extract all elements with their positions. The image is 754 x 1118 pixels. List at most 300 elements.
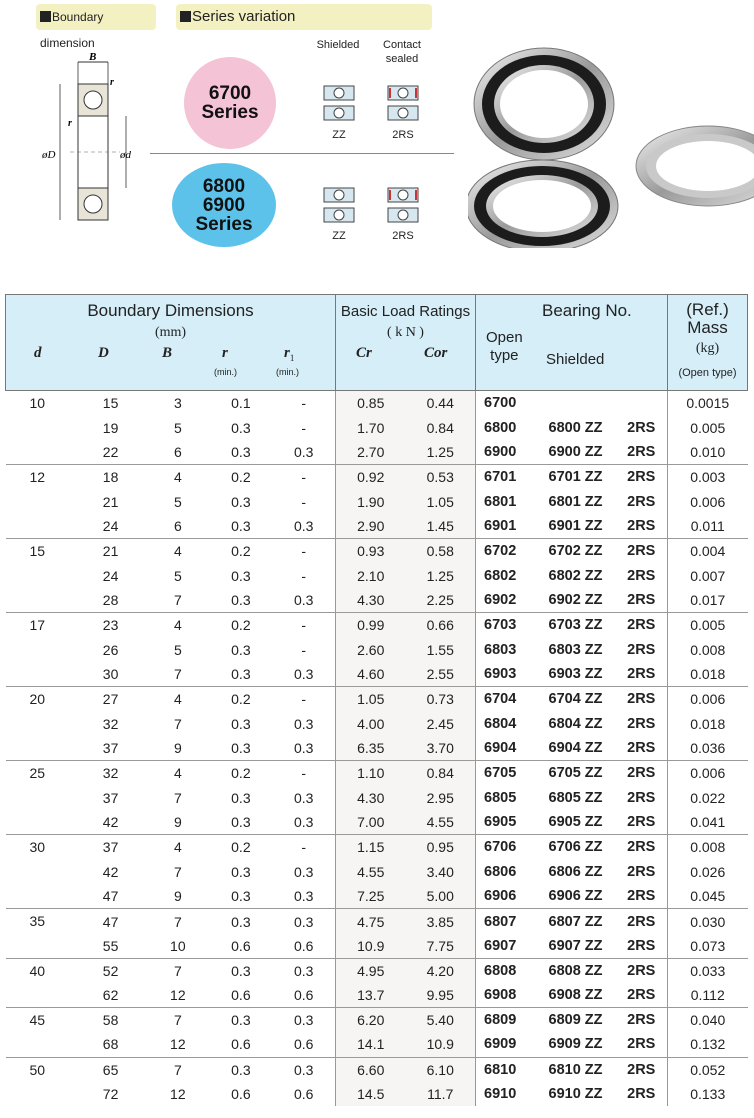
cell-r1: 0.6 xyxy=(293,987,314,1004)
table-row xyxy=(6,761,748,786)
cell-r1: 0.3 xyxy=(293,888,314,905)
cell-B: 7 xyxy=(173,592,182,609)
square-bullet-icon xyxy=(180,11,191,22)
cell-d: 12 xyxy=(6,465,75,539)
cell-zz: 6805 ZZ xyxy=(548,789,603,806)
cell-B: 9 xyxy=(173,814,182,831)
col-r1-label: $r_1$ xyxy=(284,345,295,363)
cell-cor: 2.95 xyxy=(406,786,476,811)
table-body xyxy=(6,391,748,1107)
cell-cr: 1.70 xyxy=(336,415,406,440)
cell-cor: 3.85 xyxy=(406,909,476,934)
cell-r1: 0.3 xyxy=(293,740,314,757)
cell-cor: 1.55 xyxy=(406,637,476,662)
cell-cr: 1.05 xyxy=(336,687,406,712)
cell-d: 25 xyxy=(6,761,75,835)
cell-B: 5 xyxy=(173,567,182,584)
cell-zz: 6803 ZZ xyxy=(548,641,603,658)
square-bullet-icon xyxy=(40,11,51,22)
bearing-spec-table xyxy=(5,294,748,1106)
cell-mass: 0.008 xyxy=(668,637,748,662)
cell-mass: 0.026 xyxy=(668,860,748,885)
cell-rs: 2RS xyxy=(627,888,656,905)
series-6700-number: 6700 xyxy=(208,83,252,104)
cell-open: 6804 xyxy=(476,711,536,736)
cell-cor: 0.44 xyxy=(406,391,476,416)
cell-r1: 0.3 xyxy=(293,863,314,880)
cell-B: 5 xyxy=(173,641,182,658)
boundary-dimensions-title: Boundary Dimensions xyxy=(87,301,254,320)
diagram-outer-d-label: øD xyxy=(42,149,56,161)
cell-rs: 2RS xyxy=(616,687,668,712)
cell-r: 0.3 xyxy=(231,493,251,510)
cell-r: 0.3 xyxy=(209,1008,272,1033)
table-row xyxy=(6,391,748,416)
cell-r: 0.3 xyxy=(231,789,251,806)
cell-B: 6 xyxy=(173,443,182,460)
cell-zz: 6807 ZZ xyxy=(536,909,616,934)
cell-zz xyxy=(536,391,616,416)
cell-B: 3 xyxy=(146,391,209,416)
table-row xyxy=(6,983,748,1008)
cell-cor: 6.10 xyxy=(406,1057,476,1082)
cell-rs: 2RS xyxy=(616,1057,668,1082)
table-row xyxy=(6,1008,748,1033)
mass-title: (Ref.) Mass xyxy=(686,300,729,337)
cell-cor: 0.84 xyxy=(406,415,476,440)
2rs-bearing-icon xyxy=(386,84,420,122)
cell-zz: 6906 ZZ xyxy=(548,888,603,905)
cell-rs: 2RS xyxy=(616,761,668,786)
cell-open: 6702 xyxy=(476,539,536,564)
cell-r1: 0.3 xyxy=(293,518,314,535)
2rs-bearing-icon-2 xyxy=(386,186,420,224)
cell-cor: 4.55 xyxy=(406,810,476,835)
cell-cor: 0.73 xyxy=(406,687,476,712)
series-6700-badge xyxy=(184,57,276,149)
cell-open: 6905 xyxy=(476,810,536,835)
cell-cor: 9.95 xyxy=(406,983,476,1008)
cell-open: 6910 xyxy=(476,1082,536,1107)
cell-r: 0.3 xyxy=(231,641,251,658)
cell-B: 7 xyxy=(173,789,182,806)
bearing-cross-section-diagram xyxy=(40,48,150,228)
cell-D: 32 xyxy=(102,715,119,732)
cell-mass: 0.073 xyxy=(668,934,748,959)
cell-B: 4 xyxy=(146,835,209,860)
mm-unit-label: (mm) xyxy=(154,325,187,340)
mass-header xyxy=(668,295,748,391)
cell-d: 17 xyxy=(6,613,75,687)
cell-cor: 5.40 xyxy=(406,1008,476,1033)
cell-D: 58 xyxy=(75,1008,146,1033)
cell-cor: 0.66 xyxy=(406,613,476,638)
cell-cr: 2.60 xyxy=(336,637,406,662)
cell-rs: 2RS xyxy=(627,518,656,535)
cell-zz: 6808 ZZ xyxy=(536,958,616,983)
cell-mass: 0.011 xyxy=(668,514,748,539)
cell-rs: 2RS xyxy=(616,613,668,638)
cell-cor: 0.84 xyxy=(406,761,476,786)
cell-cr: 4.30 xyxy=(336,786,406,811)
cell-r1: 0.3 xyxy=(293,666,314,683)
cell-zz: 6903 ZZ xyxy=(548,666,603,683)
col-r-label: r xyxy=(222,345,228,361)
cell-rs: 2RS xyxy=(627,740,656,757)
cell-cor: 0.95 xyxy=(406,835,476,860)
table-row xyxy=(6,687,748,712)
cell-cr: 2.90 xyxy=(336,514,406,539)
diagram-r-label-2: r xyxy=(68,118,72,129)
cell-D: 18 xyxy=(75,465,146,490)
cell-B: 9 xyxy=(173,740,182,757)
cell-r1: - xyxy=(272,835,335,860)
cell-open: 6806 xyxy=(476,860,536,885)
cell-d: 40 xyxy=(6,958,75,1007)
cell-zz: 6810 ZZ xyxy=(536,1057,616,1082)
cell-mass: 0.112 xyxy=(668,983,748,1008)
cell-mass: 0.006 xyxy=(668,489,748,514)
cell-r: 0.3 xyxy=(231,740,251,757)
load-ratings-title: Basic Load Ratings xyxy=(340,303,471,320)
cell-mass: 0.005 xyxy=(668,415,748,440)
boundary-dimensions-header xyxy=(6,295,336,391)
cell-mass: 0.007 xyxy=(668,563,748,588)
cell-rs: 2RS xyxy=(616,1008,668,1033)
cell-cr: 6.20 xyxy=(336,1008,406,1033)
cell-cr: 6.35 xyxy=(336,736,406,761)
cell-rs: 2RS xyxy=(616,465,668,490)
cell-cr: 2.10 xyxy=(336,563,406,588)
cell-D: 65 xyxy=(75,1057,146,1082)
2rs-label-2: 2RS xyxy=(392,230,414,242)
bearing-photo xyxy=(468,36,754,248)
cell-mass: 0.004 xyxy=(668,539,748,564)
cell-open: 6803 xyxy=(476,637,536,662)
cell-zz: 6901 ZZ xyxy=(548,518,603,535)
cell-r: 0.3 xyxy=(209,1057,272,1082)
cell-r: 0.6 xyxy=(231,1036,251,1053)
cell-B: 7 xyxy=(173,863,182,880)
cell-r1: - xyxy=(272,687,335,712)
cell-open: 6805 xyxy=(476,786,536,811)
cell-r1: 0.3 xyxy=(272,1057,335,1082)
cell-open: 6801 xyxy=(476,489,536,514)
cell-zz: 6905 ZZ xyxy=(548,814,603,831)
cell-mass: 0.022 xyxy=(668,786,748,811)
cell-r: 0.2 xyxy=(209,539,272,564)
cell-cr: 14.5 xyxy=(336,1082,406,1107)
col-r1-min-label: (min.) xyxy=(276,367,299,377)
cell-r1: 0.3 xyxy=(293,814,314,831)
cell-cor: 1.05 xyxy=(406,489,476,514)
cell-zz: 6804 ZZ xyxy=(548,715,603,732)
cell-r1: 0.3 xyxy=(293,592,314,609)
cell-cr: 1.10 xyxy=(336,761,406,786)
table-row xyxy=(6,810,748,835)
cell-r1: 0.6 xyxy=(293,1036,314,1053)
series-6900-number: 6900 xyxy=(202,194,246,216)
cell-cr: 14.1 xyxy=(336,1032,406,1057)
cell-r: 0.2 xyxy=(209,761,272,786)
cell-r1: 0.3 xyxy=(293,715,314,732)
cell-r: 0.2 xyxy=(209,835,272,860)
col-cr-label: Cr xyxy=(356,345,372,361)
col-d-label: d xyxy=(34,345,42,361)
cell-D: 27 xyxy=(75,687,146,712)
cell-cor: 10.9 xyxy=(406,1032,476,1057)
boundary-dimension-label: Boundary dimension xyxy=(40,10,104,50)
cell-open: 6802 xyxy=(476,563,536,588)
cell-r1: - xyxy=(272,465,335,490)
cell-r1: - xyxy=(272,391,335,416)
table-row xyxy=(6,588,748,613)
cell-B: 12 xyxy=(170,987,186,1004)
cell-cr: 4.60 xyxy=(336,662,406,687)
cell-D: 32 xyxy=(75,761,146,786)
cell-d: 30 xyxy=(6,835,75,909)
cell-r1: 0.3 xyxy=(272,958,335,983)
table-row xyxy=(6,934,748,959)
cell-rs: 2RS xyxy=(627,715,656,732)
cell-D: 22 xyxy=(102,443,119,460)
cell-zz: 6904 ZZ xyxy=(548,740,603,757)
shielded-col-label: Shielded xyxy=(546,351,605,368)
table-row xyxy=(6,786,748,811)
boundary-dimension-tag xyxy=(36,4,156,50)
cell-rs: 2RS xyxy=(616,909,668,934)
cell-r: 0.3 xyxy=(209,909,272,934)
cell-D: 72 xyxy=(102,1086,119,1103)
cell-cr: 4.30 xyxy=(336,588,406,613)
cell-mass: 0.018 xyxy=(668,662,748,687)
cell-rs: 2RS xyxy=(616,539,668,564)
table-row xyxy=(6,958,748,983)
cell-B: 12 xyxy=(170,1086,186,1103)
cell-open: 6908 xyxy=(476,983,536,1008)
cell-open: 6906 xyxy=(476,884,536,909)
cell-D: 62 xyxy=(102,987,119,1004)
cell-cr: 2.70 xyxy=(336,440,406,465)
cell-D: 19 xyxy=(102,419,119,436)
cell-r1: - xyxy=(272,613,335,638)
cell-r: 0.3 xyxy=(231,863,251,880)
cell-rs: 2RS xyxy=(627,641,656,658)
cell-D: 28 xyxy=(102,592,119,609)
cell-zz: 6907 ZZ xyxy=(548,937,603,954)
cell-cr: 0.85 xyxy=(336,391,406,416)
cell-r: 0.3 xyxy=(231,419,251,436)
cell-B: 5 xyxy=(173,419,182,436)
cell-open: 6809 xyxy=(476,1008,536,1033)
cell-D: 21 xyxy=(102,493,119,510)
cell-mass: 0.040 xyxy=(668,1008,748,1033)
cell-d: 10 xyxy=(6,391,75,465)
cell-open: 6810 xyxy=(476,1057,536,1082)
cell-rs: 2RS xyxy=(616,958,668,983)
cell-r: 0.1 xyxy=(209,391,272,416)
cell-d: 15 xyxy=(6,539,75,613)
cell-cr: 6.60 xyxy=(336,1057,406,1082)
cell-cr: 1.15 xyxy=(336,835,406,860)
cell-rs xyxy=(616,391,668,416)
cell-cor: 1.25 xyxy=(406,440,476,465)
cell-D: 68 xyxy=(102,1036,119,1053)
table-row xyxy=(6,736,748,761)
table-row xyxy=(6,1082,748,1107)
zz-bearing-icon xyxy=(322,84,356,122)
cell-mass: 0.036 xyxy=(668,736,748,761)
cell-B: 7 xyxy=(173,715,182,732)
col-r-min-label: (min.) xyxy=(214,367,237,377)
kn-unit-label: ( k N ) xyxy=(387,325,424,340)
cell-rs: 2RS xyxy=(627,863,656,880)
cell-cor: 2.25 xyxy=(406,588,476,613)
cell-open: 6904 xyxy=(476,736,536,761)
cell-cor: 2.45 xyxy=(406,711,476,736)
cell-cr: 4.95 xyxy=(336,958,406,983)
cell-zz: 6801 ZZ xyxy=(548,493,603,510)
cell-zz: 6703 ZZ xyxy=(536,613,616,638)
cell-cor: 0.58 xyxy=(406,539,476,564)
load-ratings-header xyxy=(336,295,476,391)
cell-B: 10 xyxy=(170,937,186,954)
cell-zz: 6701 ZZ xyxy=(536,465,616,490)
cell-D: 37 xyxy=(75,835,146,860)
table-row xyxy=(6,489,748,514)
cell-r1: 0.3 xyxy=(272,909,335,934)
cell-cr: 0.99 xyxy=(336,613,406,638)
cell-rs: 2RS xyxy=(627,419,656,436)
table-row xyxy=(6,440,748,465)
cell-cor: 3.40 xyxy=(406,860,476,885)
cell-rs: 2RS xyxy=(627,1036,656,1053)
cell-cr: 0.92 xyxy=(336,465,406,490)
cell-open: 6807 xyxy=(476,909,536,934)
cell-rs: 2RS xyxy=(627,814,656,831)
cell-mass: 0.041 xyxy=(668,810,748,835)
table-row xyxy=(6,415,748,440)
table-row xyxy=(6,637,748,662)
cell-zz: 6802 ZZ xyxy=(548,567,603,584)
cell-cr: 4.55 xyxy=(336,860,406,885)
cell-rs: 2RS xyxy=(627,567,656,584)
table-row xyxy=(6,835,748,860)
table-row xyxy=(6,514,748,539)
cell-zz: 6809 ZZ xyxy=(536,1008,616,1033)
cell-r1: - xyxy=(301,567,307,584)
cell-cr: 0.93 xyxy=(336,539,406,564)
cell-mass: 0.133 xyxy=(668,1082,748,1107)
cell-zz: 6900 ZZ xyxy=(548,443,603,460)
cell-r1: - xyxy=(301,641,307,658)
cell-mass: 0.005 xyxy=(668,613,748,638)
cell-mass: 0.010 xyxy=(668,440,748,465)
cell-rs: 2RS xyxy=(627,1086,656,1103)
bearing-no-header xyxy=(476,295,668,391)
cell-mass: 0.017 xyxy=(668,588,748,613)
cell-r: 0.6 xyxy=(231,937,251,954)
cell-cr: 4.75 xyxy=(336,909,406,934)
shielded-label: Shielded xyxy=(316,39,360,51)
cell-zz: 6908 ZZ xyxy=(548,987,603,1004)
cell-mass: 0.0015 xyxy=(668,391,748,416)
cell-rs: 2RS xyxy=(627,592,656,609)
cell-rs: 2RS xyxy=(627,443,656,460)
diagram-r-label: r xyxy=(110,77,114,88)
cell-open: 6701 xyxy=(476,465,536,490)
table-row xyxy=(6,860,748,885)
col-b-label: B xyxy=(162,345,173,361)
cell-zz: 6902 ZZ xyxy=(548,592,603,609)
table-row xyxy=(6,909,748,934)
bearing-no-title: Bearing No. xyxy=(542,301,632,320)
zz-bearing-icon-2 xyxy=(322,186,356,224)
cell-B: 9 xyxy=(173,888,182,905)
cell-mass: 0.008 xyxy=(668,835,748,860)
cell-open: 6907 xyxy=(476,934,536,959)
cell-r: 0.2 xyxy=(209,613,272,638)
cell-mass: 0.006 xyxy=(668,761,748,786)
table-row xyxy=(6,613,748,638)
cell-r: 0.2 xyxy=(209,687,272,712)
cell-cr: 7.00 xyxy=(336,810,406,835)
cell-cr: 4.00 xyxy=(336,711,406,736)
cell-r: 0.3 xyxy=(231,567,251,584)
cell-mass: 0.006 xyxy=(668,687,748,712)
cell-d: 50 xyxy=(6,1057,75,1106)
cell-open: 6901 xyxy=(476,514,536,539)
cell-D: 37 xyxy=(102,740,119,757)
cell-B: 6 xyxy=(173,518,182,535)
cell-B: 4 xyxy=(146,687,209,712)
cell-cor: 7.75 xyxy=(406,934,476,959)
cell-cor: 4.20 xyxy=(406,958,476,983)
table-row xyxy=(6,539,748,564)
cell-D: 47 xyxy=(102,888,119,905)
cell-mass: 0.003 xyxy=(668,465,748,490)
cell-d: 20 xyxy=(6,687,75,761)
cell-B: 4 xyxy=(146,613,209,638)
cell-r: 0.3 xyxy=(231,518,251,535)
cell-r1: - xyxy=(272,539,335,564)
cell-open: 6705 xyxy=(476,761,536,786)
cell-open: 6808 xyxy=(476,958,536,983)
table-row xyxy=(6,563,748,588)
cell-r1: - xyxy=(301,493,307,510)
cell-mass: 0.132 xyxy=(668,1032,748,1057)
cell-open: 6903 xyxy=(476,662,536,687)
cell-r: 0.6 xyxy=(231,987,251,1004)
series-6700-word: Series xyxy=(201,102,259,123)
table-row xyxy=(6,1057,748,1082)
cell-zz: 6702 ZZ xyxy=(536,539,616,564)
cell-B: 7 xyxy=(146,909,209,934)
cell-d: 35 xyxy=(6,909,75,958)
cell-d: 45 xyxy=(6,1008,75,1057)
cell-open: 6703 xyxy=(476,613,536,638)
cell-cor: 2.55 xyxy=(406,662,476,687)
cell-cor: 1.25 xyxy=(406,563,476,588)
cell-rs: 2RS xyxy=(627,937,656,954)
cell-cor: 3.70 xyxy=(406,736,476,761)
cell-D: 52 xyxy=(75,958,146,983)
cell-mass: 0.045 xyxy=(668,884,748,909)
cell-open: 6909 xyxy=(476,1032,536,1057)
cell-cor: 5.00 xyxy=(406,884,476,909)
cell-cor: 11.7 xyxy=(406,1082,476,1107)
cell-r: 0.3 xyxy=(231,666,251,683)
